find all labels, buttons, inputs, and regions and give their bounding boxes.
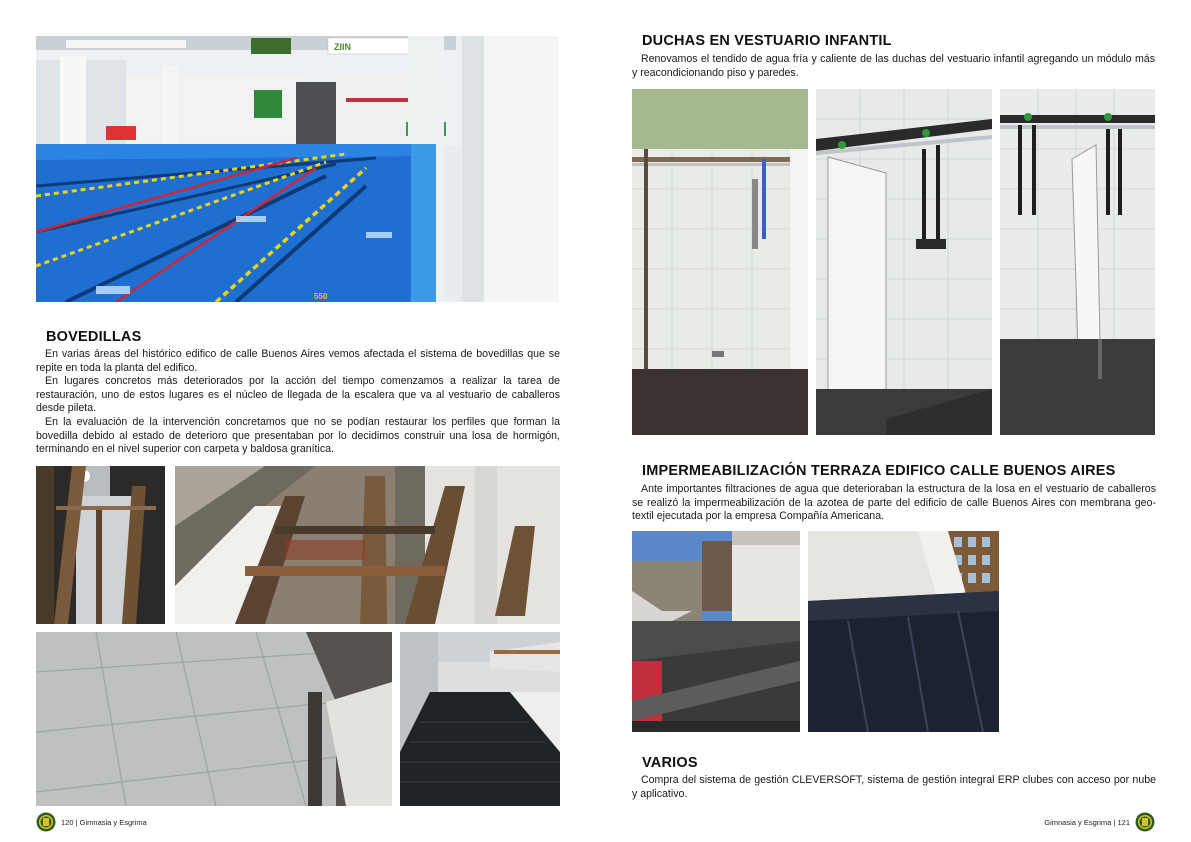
varios-heading: VARIOS xyxy=(642,755,698,771)
bovedillas-heading: BOVEDILLAS xyxy=(46,329,142,345)
right-footer-section: Gimnasia y Esgrima xyxy=(1044,818,1112,827)
right-page-number: 121 xyxy=(1117,818,1130,827)
deteriorated-beams-photo xyxy=(175,466,560,624)
pool-photo xyxy=(36,36,559,302)
duchas-paragraph: Renovamos el tendido de agua fría y caliente de las duchas del vestuario infantil agregando un módulo más y reacondicionando piso y paredes. xyxy=(632,53,1155,79)
club-logo-icon xyxy=(1135,812,1155,832)
shower-photo-1 xyxy=(632,89,808,435)
left-footer xyxy=(61,818,147,827)
bovedillas-text xyxy=(36,348,560,457)
duchas-heading: DUCHAS EN VESTUARIO INFANTIL xyxy=(642,33,892,49)
stair-structure-photo xyxy=(36,466,165,624)
varios-text xyxy=(632,774,1156,801)
bovedillas-paragraph-3: En la evaluación de la intervención concretamos que no se podían restaurar los perfiles que forman la bovedilla debido al estado de deterioro que presentaban por lo decidimos construir una losa de hormigón, terminando en el nivel superior con carpeta y baldosa granítica. xyxy=(36,415,560,456)
rooftop-photo-2 xyxy=(808,531,999,732)
pool-lane-sign: 550 xyxy=(314,292,328,301)
left-footer-section: Gimnasia y Esgrima xyxy=(79,818,147,827)
rooftop-photo-1 xyxy=(632,531,800,732)
shower-photo-3 xyxy=(1000,89,1155,435)
shower-photo-2 xyxy=(816,89,992,435)
granite-floor-photo xyxy=(36,632,392,806)
varios-paragraph: Compra del sistema de gestión CLEVERSOFT, sistema de gestión integral ERP clubes con acceso por nube y aplicativo. xyxy=(632,774,1156,800)
impermeabilizacion-text xyxy=(632,483,1156,524)
bovedillas-paragraph-2: En lugares concretos más deteriorados por la acción del tiempo comenzamos a realizar la tarea de restauración, uno de estos lugares es el núcleo de llegada de la escalera que va al vestuario de caballeros desde pileta. xyxy=(36,375,560,415)
right-footer xyxy=(1044,818,1130,827)
left-page-number: 120 xyxy=(61,818,74,827)
stairs-photo xyxy=(400,632,560,806)
bovedillas-paragraph-1: En varias áreas del histórico edifico de calle Buenos Aires vemos afectada el sistema de bovedillas que se repite en toda la planta del edifico. xyxy=(36,348,560,374)
left-footer-separator: | xyxy=(75,818,78,827)
club-logo-icon xyxy=(36,812,56,832)
right-footer-separator: | xyxy=(1113,818,1116,827)
impermeabilizacion-paragraph: Ante importantes filtraciones de agua que deterioraban la estructura de la losa en el vestuario de caballeros se realizó la impermeabilización de la azotea de parte del edificio de calle Buenos Aires con membrana geo-textil ejecutada por la empresa Compañía Americana. xyxy=(632,483,1156,523)
pool-banner-text: ZIIN xyxy=(334,42,351,52)
duchas-text xyxy=(632,53,1155,80)
impermeabilizacion-heading: IMPERMEABILIZACIÓN TERRAZA EDIFICO CALLE BUENOS AIRES xyxy=(642,463,1116,479)
